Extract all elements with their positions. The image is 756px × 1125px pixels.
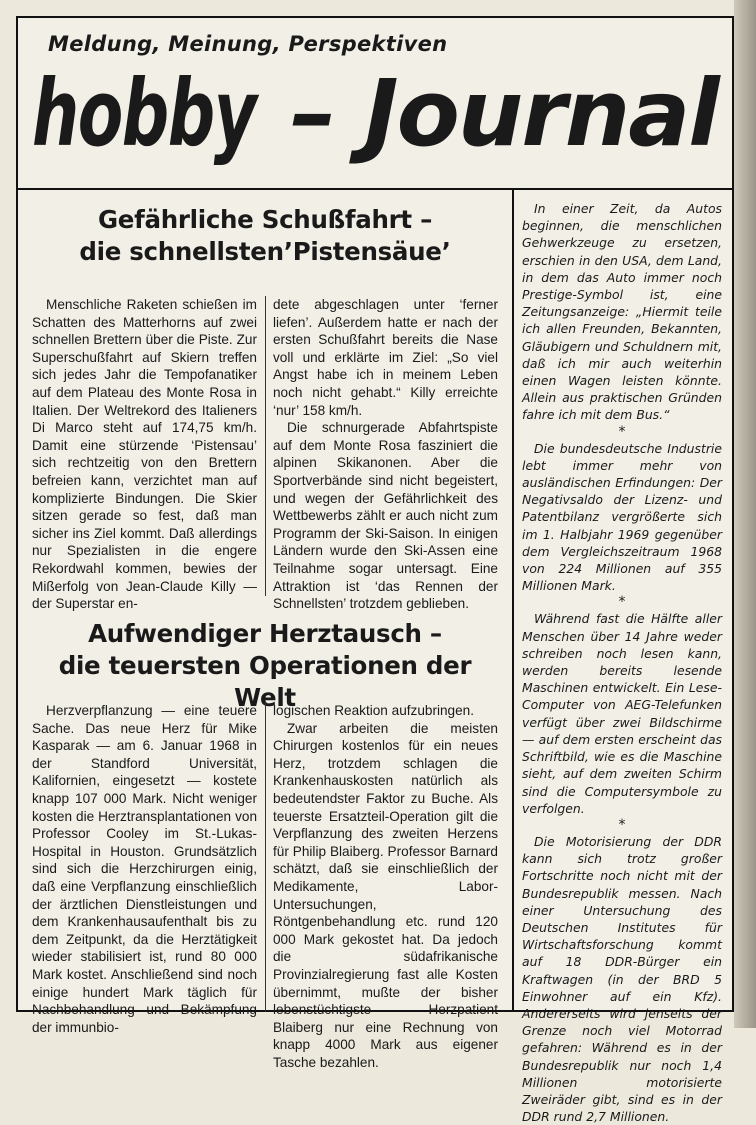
article-column-1 [32, 296, 257, 613]
sidebar-item: Während fast die Hälfte aller Menschen über 14 Jahre weder schreiben noch lesen kann, werden bereits lesende Maschinen entwickelt. Ein Lese-Computer von AEG-Telefunken verfügt über zwei Bildschirme — auf dem ersten erscheint das Schriftbild, wie es die Maschine sieht, auf dem zweiten Schirm sind die Computersymbole zu verfolgen. [522, 611, 722, 816]
sidebar-divider [512, 190, 514, 1012]
sidebar-item: Die Motorisierung der DDR kann sich trotz großer Fortschritte noch nicht mit der Bundesrepublik messen. Nach einer Untersuchung des Deutschen Institutes für Wirtschaftsforschung kommt auf 18 DDR-Bürger ein Kraftwagen (in der BRD 5 Einwohner auf ein Kfz). Andererseits wird jenseits der Grenze noch viel Motorrad gefahren: Während es in der Bundesrepublik nur noch 1,4 Millionen motorisierte Zweiräder gibt, sind es in der DDR rund 2,7 Millionen. [522, 833, 722, 1125]
journal-page [16, 16, 734, 1125]
paragraph: logischen Reaktion aufzubringen. [273, 703, 475, 718]
article-column-2 [273, 296, 498, 613]
article-columns [32, 702, 498, 1070]
masthead-title [32, 54, 718, 174]
masthead-kicker: Meldung, Meinung, Perspektiven [48, 32, 448, 56]
article-column-2 [273, 702, 498, 1071]
content-area [18, 190, 732, 1125]
paragraph: Die schnurgerade Abfahrtspiste auf dem Monte Rosa fasziniert die alpinen Skikanonen. Aber die Sportverbände sind nicht begeistert, und wegen der Gefährlichkeit des Wettbewerbs zählt er auch nicht zum Programm der Ski-Saison. In einigen Ländern wurde den Ski-Assen eine Teilnahme sogar untersagt. Eine Attraktion ist ‘das Rennen der Schnellsten’ trotzdem geblieben. [273, 420, 498, 612]
asterisk-separator: * [618, 594, 626, 611]
column-divider [265, 702, 266, 1012]
paragraph: Herzverpflanzung — eine teuere Sache. Das neue Herz für Mike Kasparak — am 6. Januar 1968 in der Standford Universität, Kalifornien, eingesetzt — kostete knapp 107 000 Mark. Nicht weniger kosten die Herztransplantationen von Professor Cooley im St.-Lukas-Hospital in Houston. Grundsätzlich sind sich die Herzchirurgen einig, daß eine Verpflanzung einschließlich der ärztlichen Dienstleistungen und dem Krankenhausaufenthalt bis zu dem Zeitpunkt, da die Herztätigkeit wieder stabilisiert ist, rund 80 000 Mark kostet. Anschließend sind noch einige hundert Mark täglich für Nachbehandlung und Bekämpfung der immunbio- [32, 703, 257, 1035]
column-divider [265, 296, 266, 596]
masthead-title-hobby: hobby [32, 60, 256, 167]
masthead-title-journal: – Journal [290, 60, 718, 167]
asterisk-separator: * [618, 816, 626, 833]
headline-line-2: die teuersten Operationen der Welt [58, 651, 472, 712]
article-schussfahrt [32, 204, 498, 612]
article-columns [32, 296, 498, 612]
asterisk-separator: * [618, 423, 626, 440]
paragraph: dete abgeschlagen unter ‘ferner liefen’. Außerdem hatte er nach der ersten Schußfahrt bereits die Nase voll und erklärte im Ziel: „So viel Angst habe ich in meinem Leben noch nicht gehabt.“ Killy erreichte ‘nur’ 158 km/h. [273, 297, 498, 418]
paragraph: Zwar arbeiten die meisten Chirurgen kostenlos für ein neues Herz, trotzdem schlagen die Krankenhauskosten natürlich als bedeutendster Faktor zu Buche. Als teuerste Ersatzteil-Operation gilt die Verpflanzung des zweiten Herzens für Philip Blaiberg. Professor Barnard schätzt, daß sie einschließlich der Medikamente, Labor-Untersuchungen, Röntgenbehandlung etc. rund 120 000 Mark gekostet hat. Da jedoch die südafrikanische Provinzialregierung fast alle Kosten übernimmt, mußte der bisher lebenstüchtigste Herzpatient Blaiberg nur eine Rechnung von knapp 4000 Mark aus eigener Tasche bezahlen. [273, 720, 498, 1070]
article-column-1 [32, 702, 257, 1036]
sidebar-item: Die bundesdeutsche Industrie lebt immer mehr von ausländischen Erfindungen: Der Negativsaldo der Lizenz- und Patentbilanz vergrößerte sich im 1. Halbjahr 1969 gegenüber dem Vergleichszeitraum 1968 von 224 Millionen auf 355 Millionen Mark. [522, 440, 722, 594]
paragraph: Menschliche Raketen schießen im Schatten des Matterhorns auf zwei schnellen Brettern über die Piste. Zur Superschußfahrt auf Skiern treffen sich jedes Jahr die Tempofanatiker auf dem Plateau des Monte Rosa in Italien. Der Weltrekord des Italieners Di Marco steht auf 174,75 km/h. Damit eine stürzende ‘Pistensau’ sich rechtzeitig von den Brettern befreien kann, verzichtet man auf komplizierte Bindungen. Die Skier sitzen gerade so fest, daß man sicher ins Ziel kommt. Daß allerdings nur Spezialisten in die engere Rekordwahl kommen, bewies der Mißerfolg von Jean-Claude Killy — der Superstar en- [32, 297, 257, 612]
masthead [18, 18, 732, 190]
article-headline [32, 204, 498, 268]
headline-line-1: Aufwendiger Herztausch – [88, 619, 442, 648]
headline-line-1: Gefährliche Schußfahrt – [97, 205, 433, 234]
article-herztausch [32, 618, 498, 1070]
sidebar-item: In einer Zeit, da Autos beginnen, die menschlichen Gehwerkzeuge zu ersetzen, erschien in den USA, dem Land, in dem das Auto immer noch Prestige-Symbol ist, eine Zeitungsanzeige: „Hiermit teile ich allen Freunden, Bekannten, Gläubigern und Schuldnern mit, daß ich mir auch weiterhin einen Wagen leisten könnte. Allein aus praktischen Gründen fahre ich mit dem Bus.“ [522, 201, 722, 423]
article-headline [32, 618, 498, 714]
headline-line-2: die schnellsten’Pistensäue’ [79, 237, 451, 266]
page-edge-shadow [734, 0, 756, 1028]
news-sidebar [522, 200, 722, 1125]
